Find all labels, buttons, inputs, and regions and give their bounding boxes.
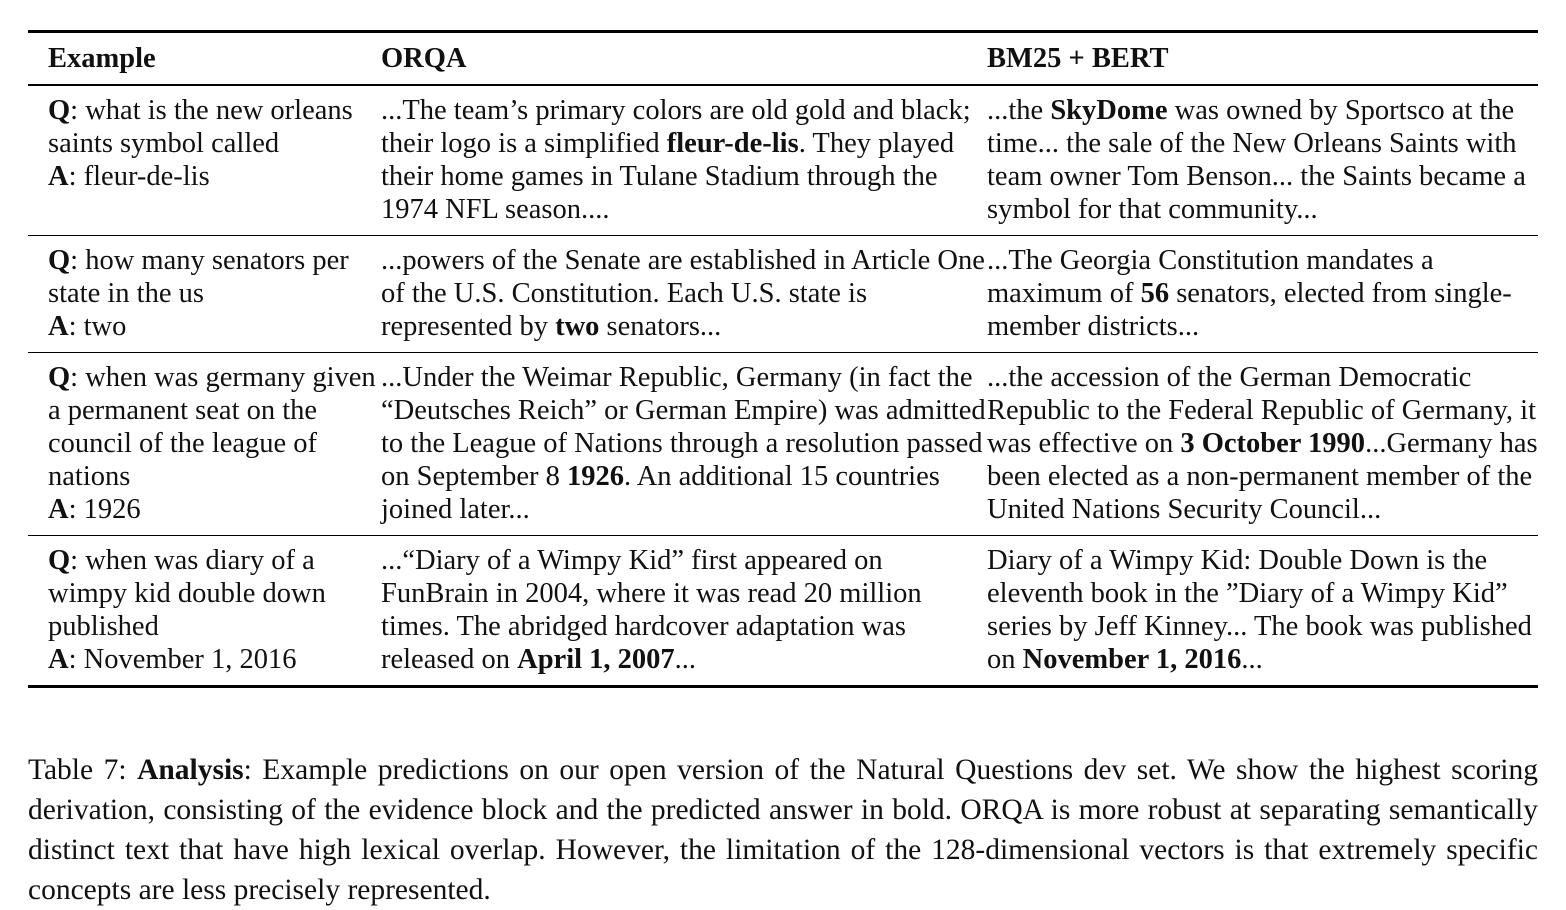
table-row bbox=[28, 85, 1538, 236]
bm25-predicted-answer: November 1, 2016 bbox=[1022, 644, 1242, 675]
question-line bbox=[48, 94, 381, 160]
bm25-predicted-answer: SkyDome bbox=[1050, 95, 1168, 126]
table-row bbox=[28, 236, 1538, 353]
bm25-predicted-answer: 56 bbox=[1140, 278, 1170, 309]
q-label: Q bbox=[48, 545, 71, 576]
question-text: : when was diary of a wimpy kid double down published bbox=[48, 545, 326, 642]
a-label: A bbox=[48, 494, 69, 525]
example-cell bbox=[28, 353, 381, 536]
example-cell bbox=[28, 536, 381, 687]
caption-text: : Example predictions on our open version of the Natural Questions dev set. We show the highest scoring derivation, consisting of the evidence block and the predicted answer in bold. ORQA is more robust at separating semantically distinct text that have high lexical overlap. However, the limitation of the 128-dimensional vectors is that extremely specific concepts are less precisely represented. bbox=[28, 753, 1538, 906]
answer-text: : 1926 bbox=[68, 494, 141, 525]
a-label: A bbox=[48, 644, 69, 675]
bm25-cell bbox=[987, 536, 1538, 687]
example-cell bbox=[28, 85, 381, 236]
bm25-text-pre: Diary of a Wimpy Kid: Double Down is the eleventh book in the ”Diary of a Wimpy Kid” series by Jeff Kinney... The book was published on bbox=[987, 545, 1532, 675]
answer-line bbox=[48, 493, 381, 526]
orqa-cell bbox=[381, 85, 987, 236]
orqa-predicted-answer: April 1, 2007 bbox=[517, 644, 675, 675]
header-example: Example bbox=[48, 43, 156, 74]
table-header-row bbox=[28, 32, 1538, 86]
orqa-text-pre: ...powers of the Senate are established in Article One of the U.S. Constitution. Each U.S. state is represented by bbox=[381, 245, 985, 342]
bm25-text-pre: ...the accession of the German Democratic Republic to the Federal Republic of Germany, it was effective on bbox=[987, 362, 1537, 459]
answer-text: : November 1, 2016 bbox=[68, 644, 297, 675]
header-bm25-bert: BM25 + BERT bbox=[987, 43, 1169, 74]
q-label: Q bbox=[48, 95, 71, 126]
question-line bbox=[48, 244, 381, 310]
bm25-text-pre: ...the bbox=[987, 95, 1051, 126]
q-label: Q bbox=[48, 245, 71, 276]
orqa-text-pre: ...“Diary of a Wimpy Kid” first appeared on FunBrain in 2004, where it was read 20 million times. The abridged hardcover adaptation was released on bbox=[381, 545, 922, 675]
orqa-text-post: . An additional 15 countries joined later... bbox=[381, 461, 940, 525]
caption-prefix: Table 7: bbox=[28, 753, 138, 786]
question-text: : what is the new orleans saints symbol called bbox=[48, 95, 353, 159]
bm25-text-post: ... bbox=[1241, 644, 1263, 675]
question-text: : how many senators per state in the us bbox=[48, 245, 349, 309]
q-label: Q bbox=[48, 362, 71, 393]
a-label: A bbox=[48, 161, 69, 192]
bm25-text-post: was owned by Sportsco at the time... the sale of the New Orleans Saints with team owner Tom Benson... the Saints became a symbol for that community... bbox=[987, 95, 1526, 225]
bm25-cell bbox=[987, 85, 1538, 236]
table-caption bbox=[28, 750, 1538, 910]
a-label: A bbox=[48, 311, 69, 342]
bm25-text-post: ...Germany has been elected as a non-permanent member of the United Nations Security Council... bbox=[987, 428, 1538, 525]
bm25-cell bbox=[987, 236, 1538, 353]
answer-text: : fleur-de-lis bbox=[68, 161, 210, 192]
caption-bold-label: Analysis bbox=[137, 753, 244, 786]
bm25-text-pre: ...The Georgia Constitution mandates a maximum of bbox=[987, 245, 1434, 309]
orqa-predicted-answer: two bbox=[555, 311, 600, 342]
orqa-cell bbox=[381, 236, 987, 353]
example-cell bbox=[28, 236, 381, 353]
header-orqa: ORQA bbox=[381, 43, 467, 74]
orqa-text-post: . They played their home games in Tulane Stadium through the 1974 NFL season.... bbox=[381, 128, 955, 225]
answer-text: : two bbox=[68, 311, 127, 342]
answer-line bbox=[48, 310, 381, 343]
orqa-cell bbox=[381, 536, 987, 687]
table-row bbox=[28, 353, 1538, 536]
orqa-predicted-answer: fleur-de-lis bbox=[666, 128, 799, 159]
orqa-predicted-answer: 1926 bbox=[567, 461, 625, 492]
answer-line bbox=[48, 643, 381, 676]
orqa-text-post: ... bbox=[674, 644, 697, 675]
question-text: : when was germany given a permanent seat on the council of the league of nations bbox=[48, 362, 376, 492]
orqa-text-post: senators... bbox=[599, 311, 722, 342]
question-line bbox=[48, 361, 381, 493]
bm25-cell bbox=[987, 353, 1538, 536]
table-row bbox=[28, 536, 1538, 687]
answer-line bbox=[48, 160, 381, 193]
bm25-text-post: senators, elected from single-member districts... bbox=[987, 278, 1512, 342]
orqa-text-pre: ...The team’s primary colors are old gold and black; their logo is a simplified bbox=[381, 95, 971, 159]
orqa-cell bbox=[381, 353, 987, 536]
orqa-text-pre: ...Under the Weimar Republic, Germany (in fact the “Deutsches Reich” or German Empire) was admitted to the League of Nations through a resolution passed on September 8 bbox=[381, 362, 986, 492]
results-table bbox=[28, 30, 1538, 688]
question-line bbox=[48, 544, 381, 643]
bm25-predicted-answer: 3 October 1990 bbox=[1180, 428, 1366, 459]
